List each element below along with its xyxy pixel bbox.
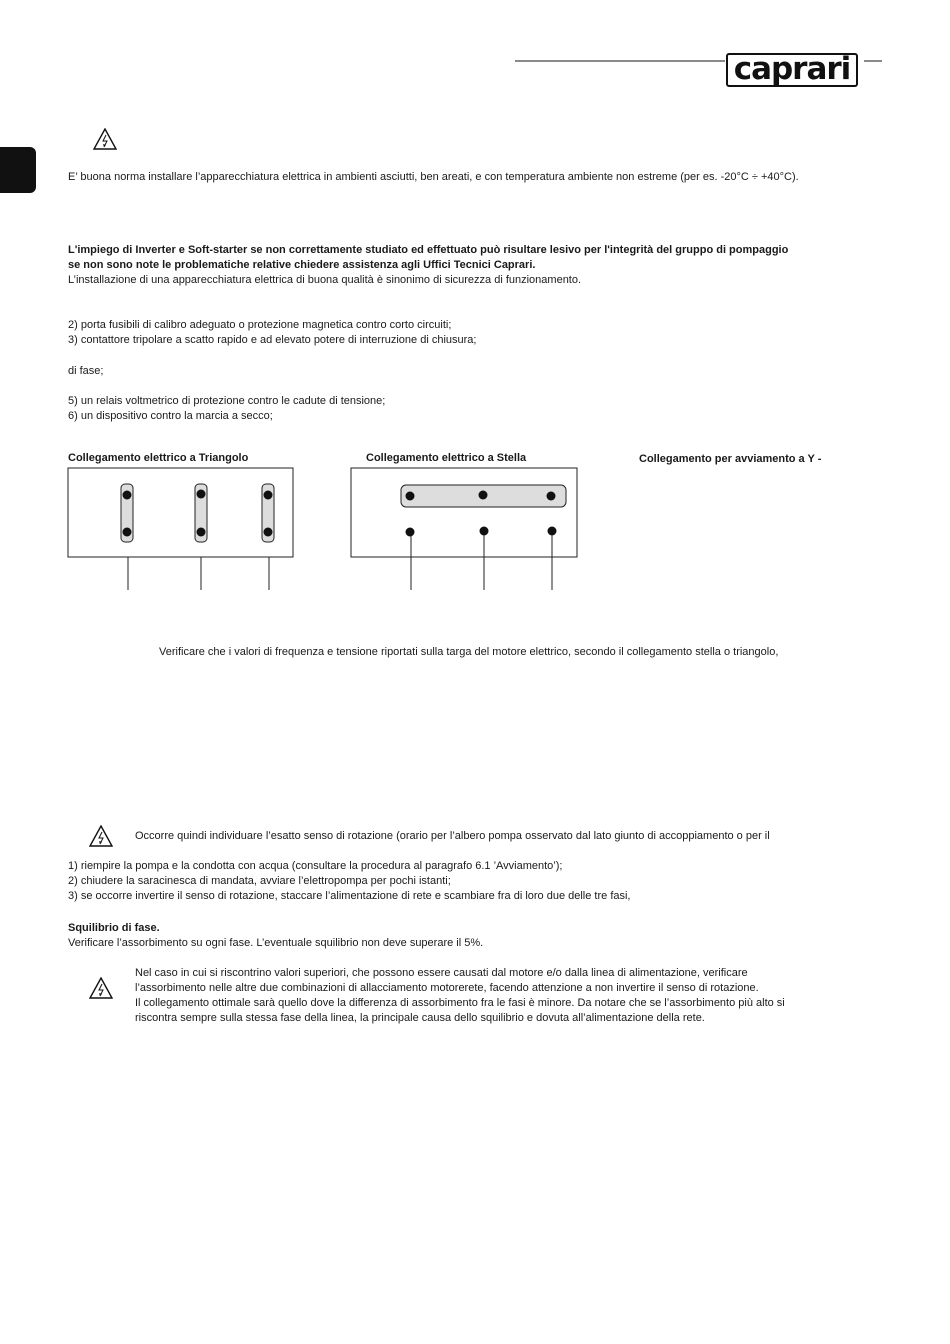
header-rule-right: [864, 60, 882, 62]
section-tab: [0, 147, 36, 193]
list-item-fase: di fase;: [68, 365, 104, 377]
caprari-logo: caprari: [726, 53, 858, 87]
delta-diagram-title: Collegamento elettrico a Triangolo: [68, 452, 249, 464]
electrical-warning-icon: [89, 825, 113, 847]
header-rule-left: [515, 60, 725, 62]
step-1: 1) riempire la pompa e la condotta con acqua (consultare la procedura al paragrafo 6.1 ’Avviamento’);: [68, 860, 563, 872]
list-item-3: 3) contattore tripolare a scatto rapido e ad elevato potere di interruzione di chiusura;: [68, 334, 477, 346]
inverter-warning-line2: se non sono note le problematiche relative chiedere assistenza agli Uffici Tecnici Caprari.: [68, 259, 536, 271]
note-line-1: Nel caso in cui si riscontrino valori superiori, che possono essere causati dal motore e/o dalla linea di alimentazione, verificare: [135, 967, 748, 979]
paragraph-verify-plate: Verificare che i valori di frequenza e tensione riportati sulla targa del motore elettrico, secondo il collegamento stella o triangolo,: [159, 646, 779, 658]
note-line-4: riscontra sempre sulla stessa fase della linea, la principale causa dello squilibrio e dovuta all’alimentazione della rete.: [135, 1012, 705, 1024]
star-connection-diagram: [349, 466, 581, 592]
inverter-warning-line1: L'impiego di Inverter e Soft-starter se non correttamente studiato ed effettuato può risultare lesivo per l'integrità del gruppo di pompaggio: [68, 244, 789, 256]
yd-diagram-title: Collegamento per avviamento a Y -: [639, 453, 822, 465]
electrical-warning-icon: [93, 128, 117, 150]
paragraph-installation: L’installazione di una apparecchiatura elettrica di buona qualità è sinonimo di sicurezza di funzionamento.: [68, 274, 582, 286]
note-line-3: Il collegamento ottimale sarà quello dove la differenza di assorbimento fra le fasi è minore. Da notare che se l’assorbimento più alto si: [135, 997, 785, 1009]
imbalance-text: Verificare l’assorbimento su ogni fase. L’eventuale squilibrio non deve superare il 5%.: [68, 937, 484, 949]
list-item-2: 2) porta fusibili di calibro adeguato o protezione magnetica contro corto circuiti;: [68, 319, 452, 331]
step-2: 2) chiudere la saracinesca di mandata, avviare l’elettropompa per pochi istanti;: [68, 875, 451, 887]
star-diagram-title: Collegamento elettrico a Stella: [366, 452, 527, 464]
paragraph-rotation: Occorre quindi individuare l’esatto senso di rotazione (orario per l’albero pompa osservato dal lato giunto di accoppiamento o per il: [135, 830, 770, 842]
list-item-6: 6) un dispositivo contro la marcia a secco;: [68, 410, 273, 422]
note-line-2: l’assorbimento nelle altre due combinazioni di allacciamento motorerete, facendo attenzione a non invertire il senso di rotazione.: [135, 982, 759, 994]
delta-connection-diagram: [66, 466, 298, 592]
electrical-warning-icon: [89, 977, 113, 999]
imbalance-title: Squilibrio di fase.: [68, 922, 160, 934]
step-3: 3) se occorre invertire il senso di rotazione, staccare l’alimentazione di rete e scambiare fra di loro due delle tre fasi,: [68, 890, 631, 902]
paragraph-environment: E’ buona norma installare l’apparecchiatura elettrica in ambienti asciutti, ben areati, e con temperatura ambiente non estreme (per es. -20°C ÷ +40°C).: [68, 171, 799, 183]
list-item-5: 5) un relais voltmetrico di protezione contro le cadute di tensione;: [68, 395, 386, 407]
